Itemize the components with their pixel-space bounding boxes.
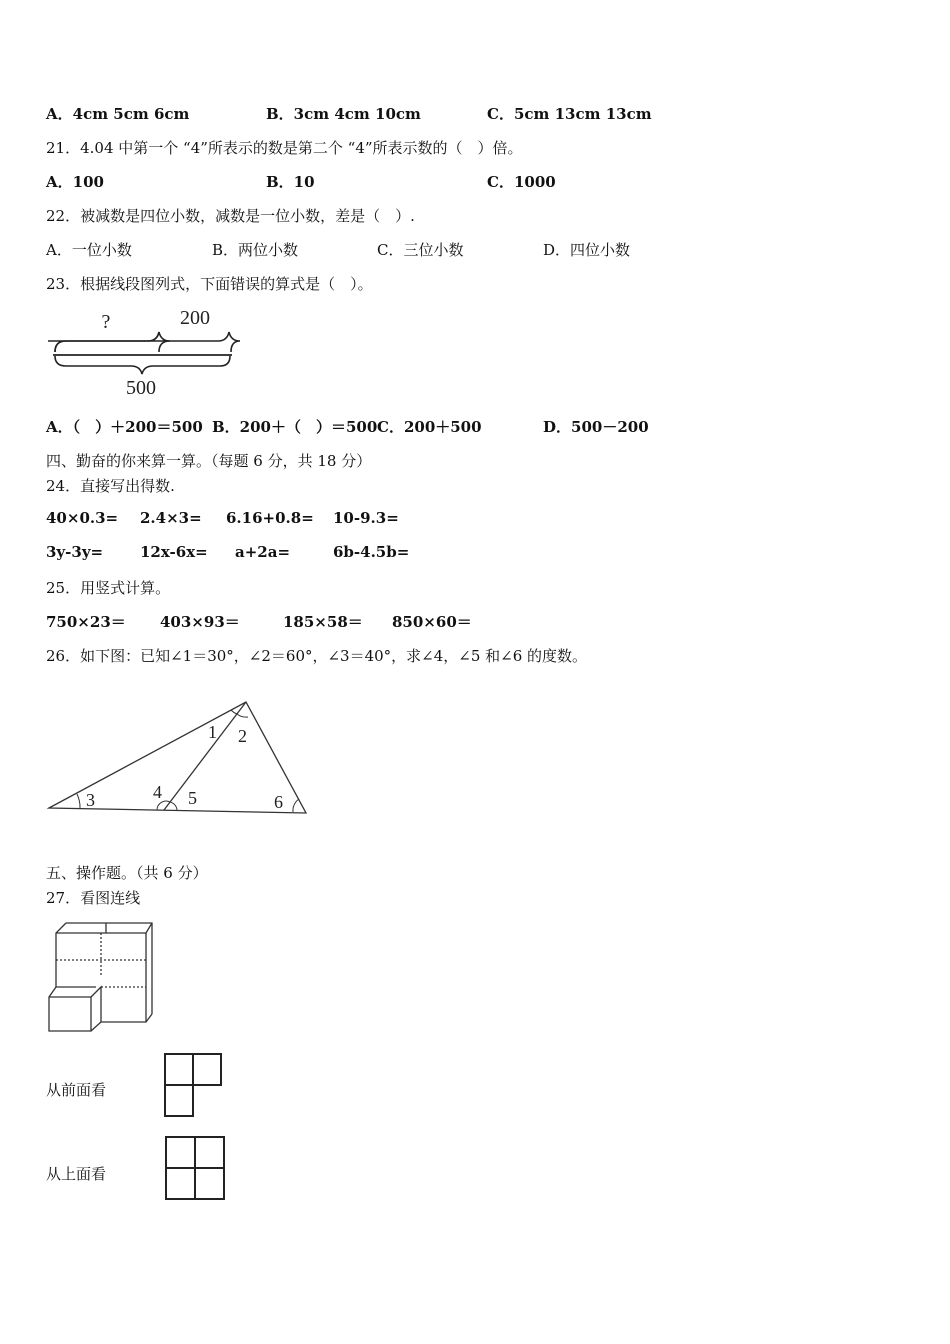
angle-label-3: 3	[86, 790, 95, 810]
q24-item: 2.4×3=	[140, 509, 202, 527]
section-4-title: 四、勤奋的你来算一算。（每题 6 分，共 18 分）	[46, 452, 372, 470]
top-view-label: 从上面看	[46, 1165, 107, 1183]
q21-stem: 21．4.04 中第一个 “4”所表示的数是第二个 “4”所表示数的（ ）倍。	[46, 139, 523, 157]
q20-option-c: C．5cm 13cm 13cm	[487, 105, 652, 123]
cube-stack-figure	[46, 918, 166, 1043]
q22-stem: 22．被减数是四位小数，减数是一位小数，差是（ ）.	[46, 207, 415, 225]
q23-option-b: B．200＋（ ）＝500	[212, 418, 378, 436]
q22-option-c: C．三位小数	[377, 241, 464, 259]
q25-stem: 25．用竖式计算。	[46, 579, 171, 597]
bottom-brace	[55, 356, 230, 374]
q21-option-a: A．100	[46, 173, 104, 191]
angle-label-2: 2	[238, 726, 247, 746]
front-view-grid	[164, 1053, 224, 1118]
top-brace-left-fix	[55, 332, 159, 352]
top-view-grid	[165, 1136, 227, 1202]
q21-option-b: B．10	[266, 173, 315, 191]
front-view-label: 从前面看	[46, 1081, 107, 1099]
q25-item: 850×60＝	[392, 613, 472, 631]
q23-stem: 23．根据线段图列式，下面错误的算式是（ ）。	[46, 275, 373, 293]
q24-item: a+2a=	[235, 543, 291, 561]
q24-item: 10-9.3=	[333, 509, 399, 527]
q22-option-d: D．四位小数	[543, 241, 631, 259]
line-segment-diagram	[48, 300, 248, 400]
q26-stem: 26．如下图：已知∠1＝30°，∠2＝60°，∠3＝40°，求∠4，∠5 和∠6 的度数。	[46, 647, 588, 665]
part-label: 200	[180, 307, 210, 329]
top-brace-right	[159, 332, 240, 352]
top-brace-left	[48, 332, 170, 352]
q22-option-a: A．一位小数	[46, 241, 132, 259]
triangle-diagram	[46, 695, 316, 825]
angle-label-6: 6	[274, 792, 283, 812]
unknown-label: ?	[101, 311, 111, 333]
q24-item: 12x-6x=	[140, 543, 208, 561]
q23-option-d: D．500－200	[543, 418, 649, 436]
q25-item: 185×58＝	[283, 613, 363, 631]
q21-option-c: C．1000	[487, 173, 556, 191]
section-5-title: 五、操作题。（共 6 分）	[46, 864, 208, 882]
q20-option-a: A．4cm 5cm 6cm	[46, 105, 190, 123]
q22-option-b: B．两位小数	[212, 241, 299, 259]
q24-item: 40×0.3=	[46, 509, 119, 527]
q27-stem: 27．看图连线	[46, 889, 141, 907]
q25-item: 750×23＝	[46, 613, 126, 631]
q23-option-c: C．200＋500	[377, 418, 482, 436]
q24-stem: 24．直接写出得数.	[46, 477, 175, 495]
q24-item: 6.16+0.8=	[226, 509, 314, 527]
q25-item: 403×93＝	[160, 613, 240, 631]
total-label: 500	[126, 377, 156, 399]
q24-item: 6b-4.5b=	[333, 543, 410, 561]
q23-option-a: A．（ ）＋200＝500	[46, 418, 203, 436]
q24-item: 3y-3y=	[46, 543, 104, 561]
angle-label-4: 4	[153, 782, 162, 802]
q20-option-b: B．3cm 4cm 10cm	[266, 105, 421, 123]
angle-label-5: 5	[188, 788, 197, 808]
angle-label-1: 1	[208, 722, 217, 742]
